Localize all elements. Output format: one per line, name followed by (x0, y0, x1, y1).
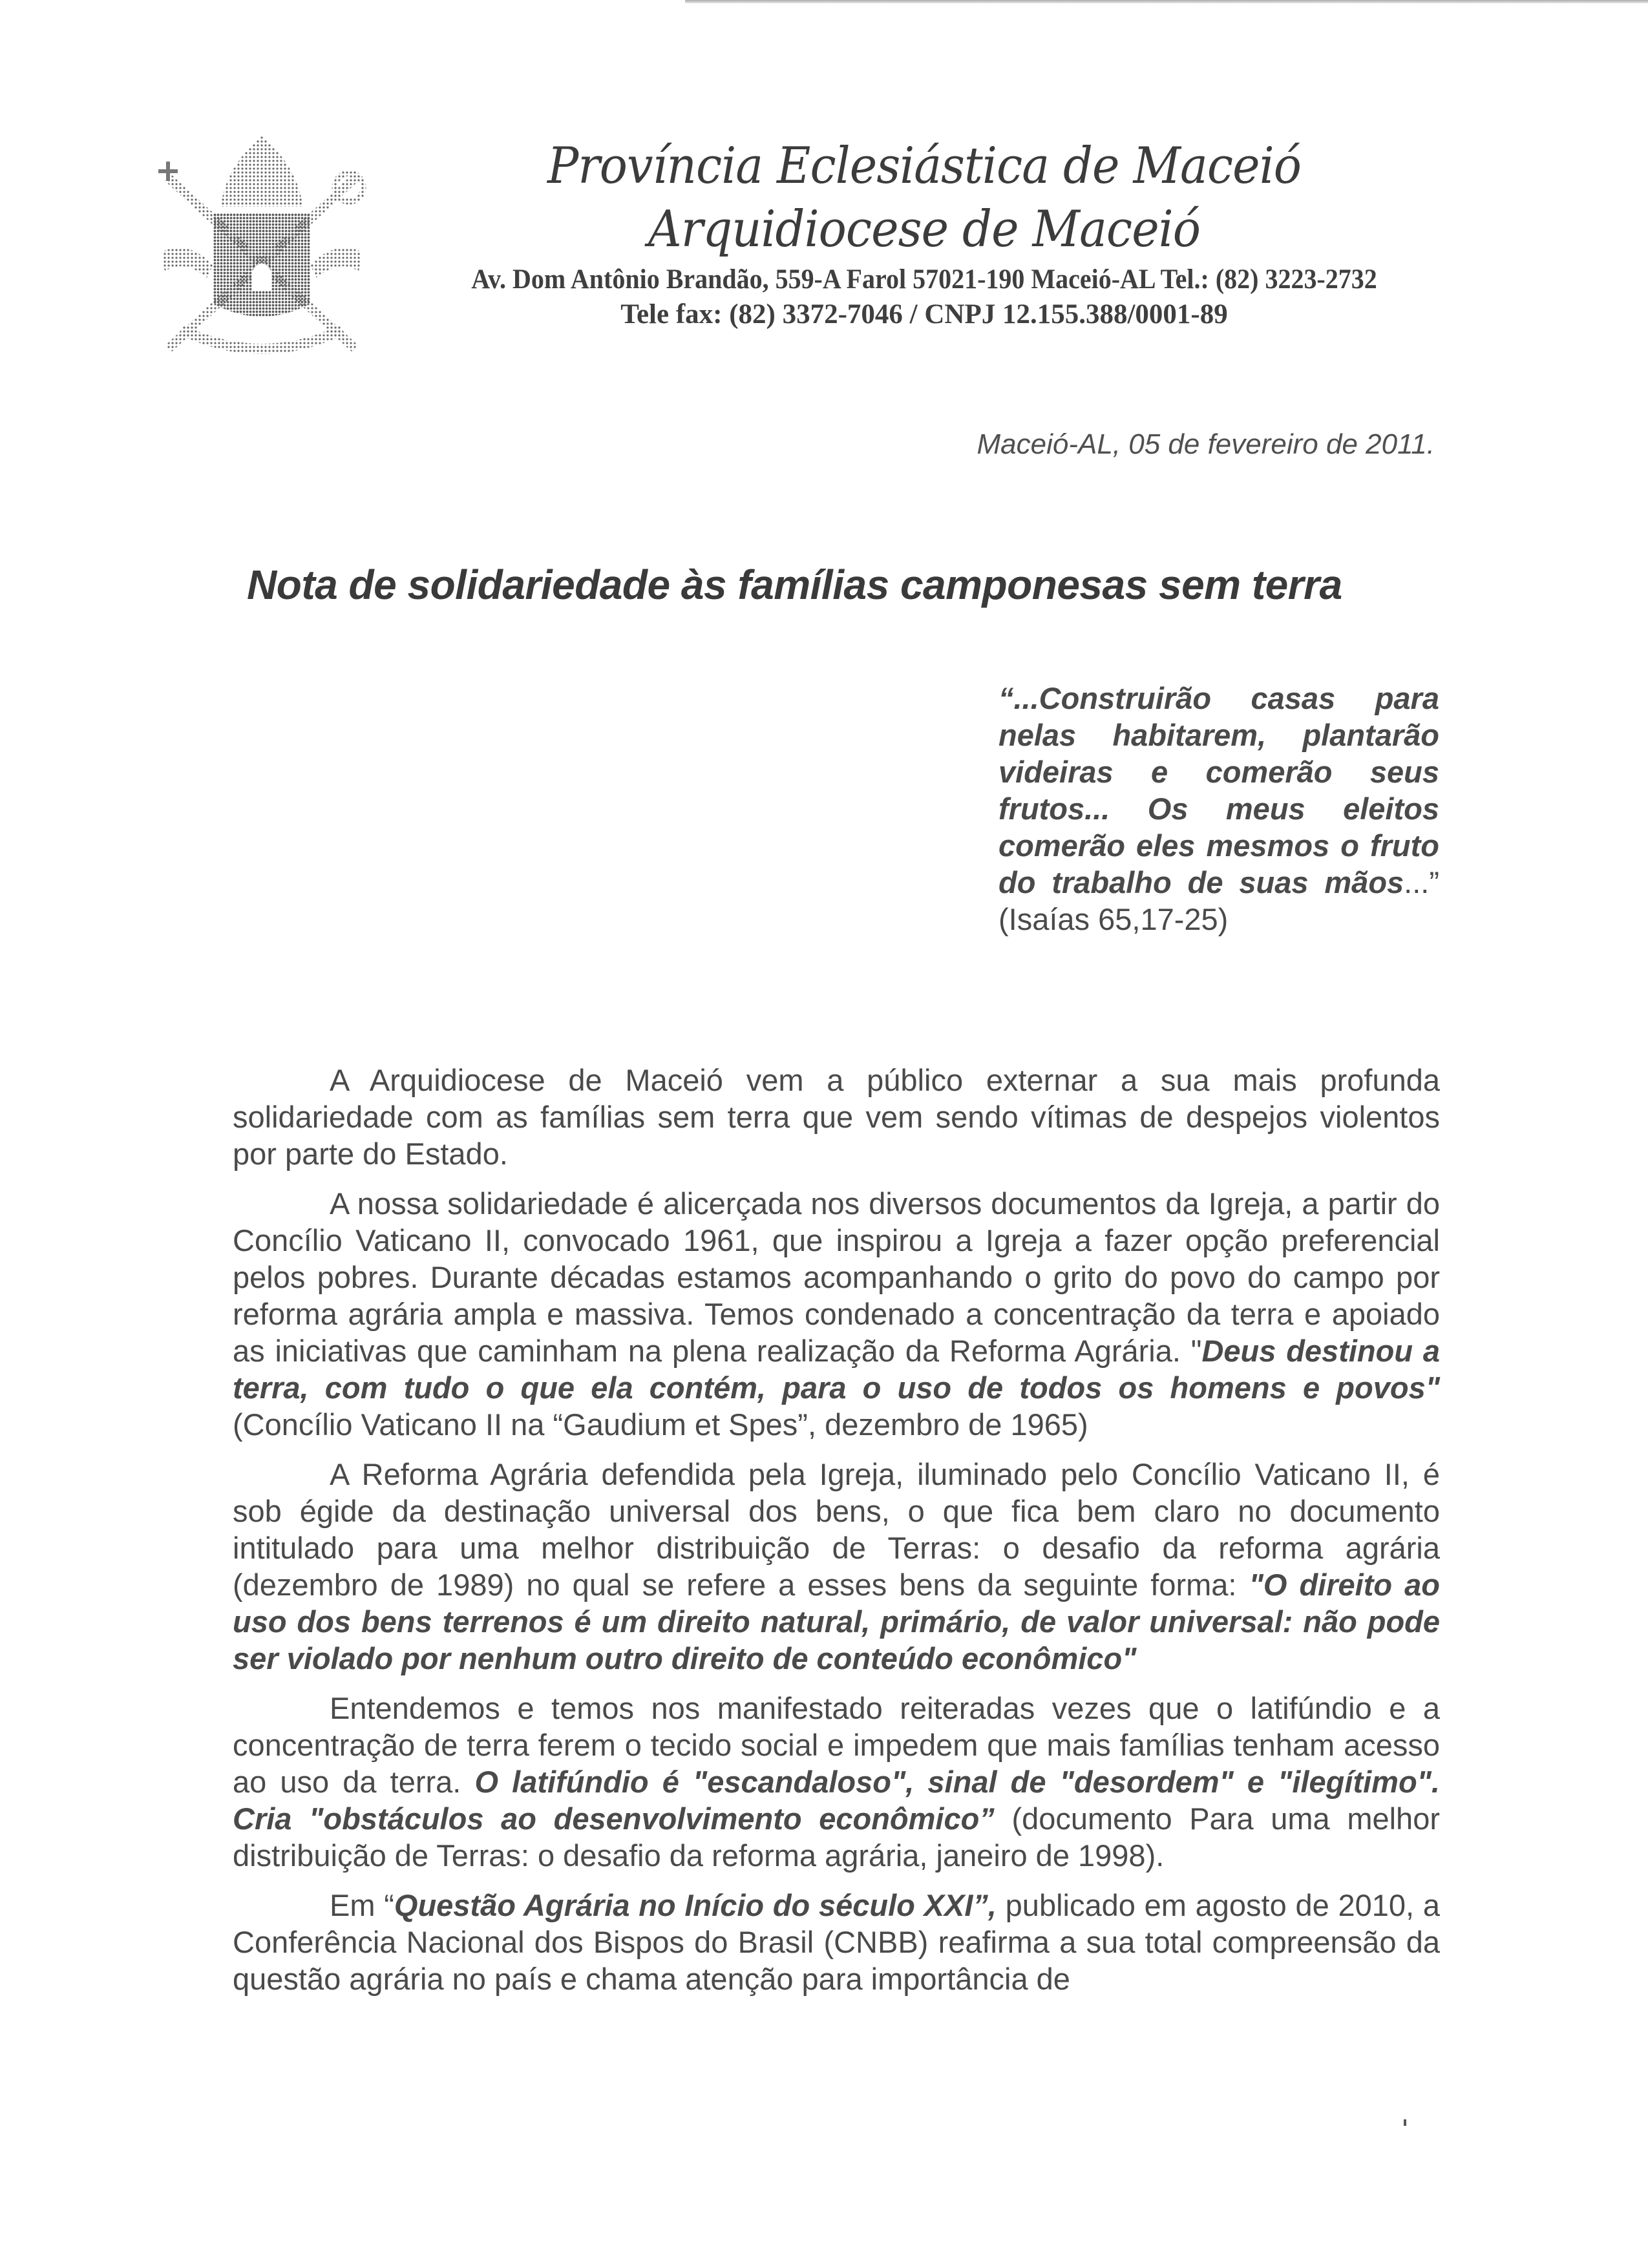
body-paragraph (233, 1185, 1440, 1443)
paragraph-text: A Arquidiocese de Maceió vem a público externar a sua mais profunda solidariedade com as famílias sem terra que vem sendo vítimas de despejos violentos por parte do Estado. (233, 1063, 1440, 1171)
emphasized-quote: Deus destinou a terra, com tudo o que ela contém, para o uso de todos os homens e povos" (233, 1334, 1440, 1405)
body-paragraph (233, 1456, 1440, 1677)
fax-cnpj-line: Tele fax: (82) 3372-7046 / CNPJ 12.155.388/0001-89 (620, 299, 1228, 330)
province-name: Província Eclesiástica de Maceió (547, 137, 1302, 195)
date-line: Maceió-AL, 05 de fevereiro de 2011. (977, 428, 1435, 460)
paragraph-text: A Reforma Agrária defendida pela Igreja, iluminado pelo Concílio Vaticano II, é sob égide da destinação universal dos bens, o que fica bem claro no documento intitulado para uma melhor distribuição de Terras: o desafio da reforma agrária (dezembro de 1989) no qual se refere a esses bens da seguinte forma: (233, 1457, 1440, 1602)
document-body (233, 1062, 1440, 2010)
emphasized-quote: Questão Agrária no Início do século XXI”, (394, 1888, 997, 1922)
emphasized-quote: O latifúndio é "escandaloso", sinal de "desordem" e "ilegítimo". Cria "obstáculos ao desenvolvimento econômico” (233, 1765, 1440, 1836)
paragraph-text: publicado em agosto de 2010, a Conferência Nacional dos Bispos do Brasil (CNBB) reafirma a sua total compreensão da questão agrária no país e chama atenção para importância de (233, 1888, 1440, 1996)
scan-edge-artifact (685, 0, 1648, 3)
epigraph-text: “...Construirão casas para nelas habitarem, plantarão videiras e comerão seus frutos... Os meus eleitos comerão eles mesmos o fruto do trabalho de suas mãos (998, 681, 1439, 899)
paragraph-text: (documento Para uma melhor distribuição de Terras: o desafio da reforma agrária, janeiro de 1998). (233, 1801, 1440, 1873)
document-title: Nota de solidariedade às famílias camponesas sem terra (247, 562, 1342, 608)
epigraph-quote (998, 680, 1439, 938)
archdiocese-name: Arquidiocese de Maceió (648, 200, 1201, 258)
emphasized-quote: "O direito ao uso dos bens terrenos é um direito natural, primário, de valor universal: não pode ser violado por nenhum outro direito de conteúdo econômico" (233, 1568, 1441, 1675)
body-paragraph (233, 1690, 1440, 1874)
body-paragraph (233, 1887, 1440, 1997)
paragraph-text: Entendemos e temos nos manifestado reiteradas vezes que o latifúndio e a concentração de terra ferem o tecido social e impedem que mais famílias tenham acesso ao uso da terra. (233, 1691, 1440, 1799)
paragraph-text: (Concílio Vaticano II na “Gaudium et Spes”, dezembro de 1965) (233, 1407, 1088, 1442)
paragraph-text: A nossa solidariedade é alicerçada nos diversos documentos da Igreja, a partir do Concílio Vaticano II, convocado 1961, que inspirou a Igreja a fazer opção preferencial pelos pobres. Durante décadas estamos acompanhando o grito do povo do campo por reforma agrária ampla e massiva. Temos condenado a concentração da terra e apoiado as iniciativas que caminham na plena realização da Reforma Agrária. " (233, 1186, 1440, 1368)
body-paragraph (233, 1062, 1440, 1172)
epigraph-quote-close: ...” (1404, 865, 1439, 899)
archdiocese-crest-icon (155, 116, 368, 362)
paragraph-text: Em “ (330, 1888, 394, 1922)
scan-speck (1404, 2119, 1406, 2126)
address-line: Av. Dom Antônio Brandão, 559-A Farol 57021-190 Maceió-AL Tel.: (82) 3223-2732 (471, 264, 1377, 295)
epigraph-reference: (Isaías 65,17-25) (998, 902, 1229, 936)
